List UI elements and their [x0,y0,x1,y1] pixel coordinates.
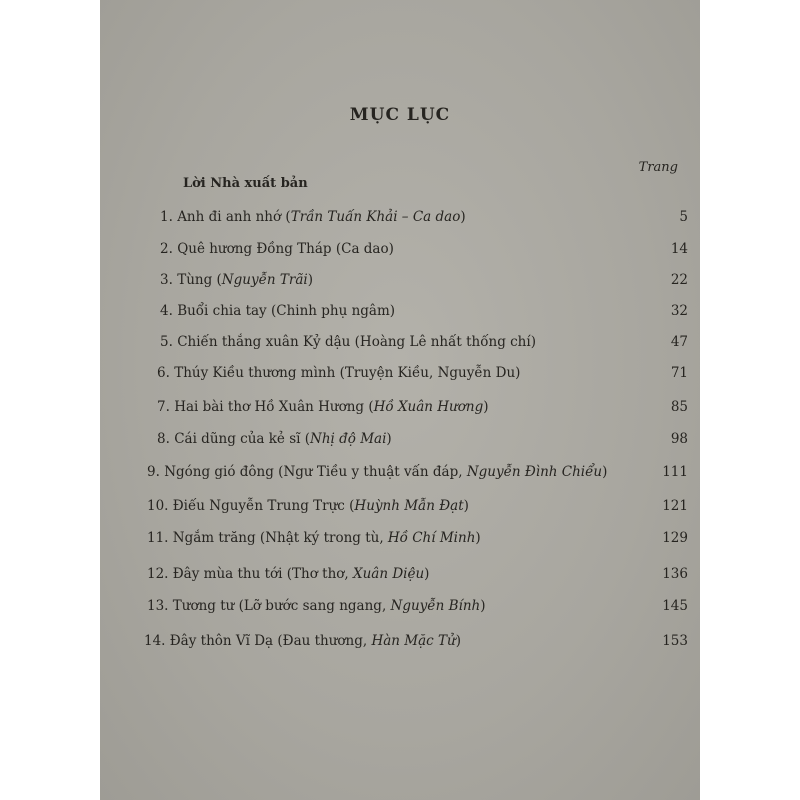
toc-entry-page: 32 [670,303,688,319]
toc-entry-source-close: ) [475,530,481,546]
book-page [100,0,700,800]
toc-entry-text [147,595,486,617]
toc-entry-title: Thúy Kiều thương mình [174,365,336,381]
toc-entry-title: Anh đi anh nhớ [177,209,282,225]
toc-entry-number: 13. [147,598,169,614]
toc-entry [100,495,700,517]
toc-entry-source-close: ) [602,464,608,480]
toc-entry-author: Nguyễn Đình Chiểu [466,464,603,480]
toc-entry [100,300,700,322]
toc-entry-page: 47 [670,334,688,350]
toc-entry-number: 14. [144,633,166,649]
toc-entry [100,428,700,450]
toc-entry-source: (Đau thương, [273,633,372,649]
toc-entry-text [144,630,461,652]
toc-entry-source-close: ) [460,209,466,225]
toc-entry-page: 145 [662,598,688,614]
toc-entry-text [147,527,481,549]
toc-entry-text [147,461,607,483]
toc-entry-page: 111 [662,464,688,480]
toc-entry-source-close: ) [424,566,430,582]
toc-entry-title: Đây mùa thu tới [172,566,283,582]
toc-entry-text [160,206,466,228]
toc-entry-author: Hồ Chí Minh [387,530,476,546]
toc-entry-source-close: ) [483,399,489,415]
toc-entry-author: Huỳnh Mẫn Đạt [354,498,464,514]
toc-entry-page: 14 [670,241,688,257]
toc-entry-page: 121 [662,498,688,514]
toc-entry-number: 4. [160,303,173,319]
toc-entry-page: 129 [662,530,688,546]
toc-entry-title: Điếu Nguyễn Trung Trực [172,498,345,514]
toc-entry-title: Quê hương Đồng Tháp [177,241,332,257]
page-title: MỤC LỤC [349,105,451,125]
toc-entry-author: Hàn Mặc Tử [371,633,456,649]
toc-entry-title: Chiến thắng xuân Kỷ dậu [177,334,351,350]
toc-entry-text [157,396,489,418]
toc-entry-page: 98 [670,431,688,447]
publisher-note-entry: Lời Nhà xuất bản [183,176,308,191]
toc-entry-source: (Truyện Kiều, Nguyễn Du) [335,365,521,381]
toc-entry-number: 2. [160,241,173,257]
toc-entry-author: Nguyễn Bính [390,598,481,614]
toc-entry-text [160,331,536,353]
toc-entry-number: 8. [157,431,170,447]
toc-entry-number: 5. [160,334,173,350]
toc-entry [100,206,700,228]
toc-entry-page: 136 [662,566,688,582]
toc-entry-source-close: ) [463,498,469,514]
toc-entry [100,563,700,585]
toc-entry-title: Cái dũng của kẻ sĩ [174,431,301,447]
toc-entry-text [160,300,395,322]
toc-entry-source: ( [300,431,311,447]
toc-entry-author: Xuân Diệu [352,566,425,582]
toc-entry [100,331,700,353]
toc-entry-page: 153 [662,633,688,649]
toc-entry-number: 10. [147,498,169,514]
toc-entry-source: (Hoàng Lê nhất thống chí) [350,334,536,350]
toc-entry-number: 6. [157,365,170,381]
toc-entry-source-close: ) [480,598,486,614]
toc-entry-text [157,362,520,384]
toc-entry-source: (Thơ thơ, [282,566,353,582]
toc-entry-source: (Lỡ bước sang ngang, [234,598,391,614]
toc-entry-number: 12. [147,566,169,582]
toc-entry-source-close: ) [386,431,392,447]
toc-entry-number: 7. [157,399,170,415]
toc-entry-source: ( [364,399,374,415]
toc-entry-number: 11. [147,530,169,546]
toc-entry [100,362,700,384]
toc-entry [100,527,700,549]
toc-entry-source: ( [212,272,222,288]
toc-entry-text [160,269,313,291]
toc-entry [100,461,700,483]
toc-entry-title: Đây thôn Vĩ Dạ [169,633,274,649]
toc-entry-source-close: ) [455,633,461,649]
toc-entry-source: (Chinh phụ ngâm) [266,303,396,319]
toc-entry-title: Hai bài thơ Hồ Xuân Hương [174,399,365,415]
toc-entry-author: Hồ Xuân Hương [373,399,484,415]
toc-entry-source: (Ca dao) [331,241,394,257]
toc-entry-title: Ngắm trăng [172,530,256,546]
toc-entry-source: ( [344,498,355,514]
toc-entry-author: Nguyễn Trãi [221,272,308,288]
page-column-label: Trang [638,160,678,175]
toc-entry [100,630,700,652]
toc-entry-source: ( [281,209,291,225]
toc-entry-text [147,563,429,585]
toc-entry-title: Ngóng gió đông [164,464,274,480]
toc-entry [100,269,700,291]
toc-entry-number: 9. [147,464,160,480]
toc-entry-title: Tùng [177,272,213,288]
toc-entry-page: 71 [670,365,688,381]
toc-entry-title: Tương tư [172,598,235,614]
toc-entry-title: Buổi chia tay [177,303,267,319]
toc-entry [100,396,700,418]
toc-entry-source: (Nhật ký trong tù, [255,530,388,546]
toc-entry [100,238,700,260]
toc-entry-author: Nhị độ Mai [310,431,387,447]
toc-entry-number: 3. [160,272,173,288]
toc-entry-page: 5 [679,209,688,225]
toc-entry-text [147,495,469,517]
toc-entry-page: 85 [670,399,688,415]
toc-entry [100,595,700,617]
toc-entry-source-close: ) [307,272,313,288]
toc-entry-source: (Ngư Tiều y thuật vấn đáp, [273,464,467,480]
toc-entry-number: 1. [160,209,173,225]
toc-entry-page: 22 [670,272,688,288]
toc-entry-text [160,238,394,260]
toc-entry-text [157,428,392,450]
toc-entry-author: Trần Tuấn Khải – Ca dao [290,209,461,225]
